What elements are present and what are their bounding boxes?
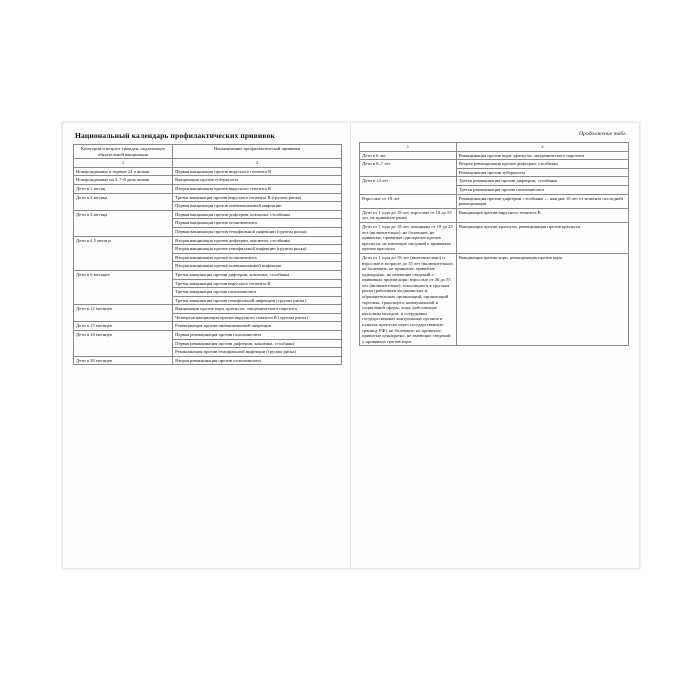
cell-vaccine: Третья вакцинация против дифтерии, коклюша, столбняка: [173, 270, 342, 279]
table-row: [74, 236, 342, 245]
cell-category: Дети в 6 лет: [360, 151, 457, 160]
cell-vaccine: Вторая ревакцинация против дифтерии, столбняка: [456, 160, 628, 169]
cell-category: Дети от 1 года до 18 лет (включительно) и взрослые в возрасте до 35 лет (включительно); не болевшие, не привитые, привитые однократно, не имеющие сведений о прививках против кори; взрослые от 36 до 55 лет (включительно), относящиеся к группам риска (работники медицинских и образовательных организаций, организаций торговли, транспорта, коммунальной и социальной сферы; лица, работающие вахтовым методом, и сотрудники государственных контрольных органов в пунктах пропуска через государственную границу РФ), не болевшие, не привитые, привитые однократно, не имеющие сведений о прививках против кори: [360, 253, 457, 346]
vaccination-table-left: [73, 144, 342, 365]
cell-vaccine: Вторая вакцинация против гемофильной инфекции (группы риска): [173, 245, 342, 254]
table-row: [360, 160, 629, 169]
table-row: [74, 322, 342, 331]
cell-vaccine: Четвертая вакцинация против вирусного гепатита B (группы риска): [173, 313, 342, 322]
header-cell-category: Категории и возраст граждан, подлежащих обязательной вакцинации: [74, 145, 173, 159]
cell-vaccine: Вторая вакцинация против дифтерии, коклюша, столбняка: [173, 236, 342, 245]
table-row: [74, 331, 342, 340]
cell-vaccine: Первая вакцинация против вирусного гепатита B: [173, 167, 342, 176]
continuation-note: Продолжение табл.: [579, 131, 627, 137]
table-row: [360, 222, 629, 253]
page-title: Национальный календарь профилактических прививок: [75, 131, 275, 140]
table-row: [360, 194, 629, 208]
cell-category: Новорожденные в первые 24 ч жизни: [74, 167, 173, 176]
column-number-2: 2: [173, 159, 342, 168]
cell-vaccine: Вакцинация против туберкулеза: [173, 176, 342, 185]
cell-vaccine: Вакцинация против кори, краснухи, эпидемического паротита: [173, 305, 342, 314]
cell-vaccine: Вторая вакцинация против полиомиелита: [173, 253, 342, 262]
cell-vaccine: Ревакцинация против дифтерии, столбняка — каждые 10 лет от момента последней ревакцинации: [456, 194, 628, 208]
cell-category: Дети в 6 месяцев: [74, 270, 173, 304]
cell-category: Дети в 14 лет: [360, 177, 457, 194]
table-row: [74, 356, 342, 365]
cell-vaccine: Вторая вакцинация против вирусного гепатита B: [173, 184, 342, 193]
cell-category: Дети в 20 месяцев: [74, 356, 173, 365]
table-row: [74, 305, 342, 314]
cell-vaccine: Вторая вакцинация против пневмококковой инфекции: [173, 262, 342, 271]
table-row: [74, 210, 342, 219]
cell-category: Новорожденные на 3–7-й день жизни: [74, 176, 173, 185]
cell-vaccine: Ревакцинация против гемофильной инфекции (группы риска): [173, 348, 342, 357]
table-row: [360, 253, 629, 346]
cell-vaccine: Вакцинация против вирусного гепатита B: [456, 208, 628, 222]
cell-vaccine: Вакцинация против краснухи, ревакцинация против краснухи: [456, 222, 628, 253]
cell-vaccine: Ревакцинация против кори, краснухи, эпидемического паротита: [456, 151, 628, 160]
table-row: [360, 177, 629, 186]
cell-category: Дети от 1 года до 18 лет, женщины от 18 до 25 лет (включительно), не болевшие, не привитые, привитые однократно против краснухи, не имеющие сведений о прививках против краснухи: [360, 222, 457, 253]
table-number-row: [360, 143, 629, 152]
cell-vaccine: Первая вакцинация против полиомиелита: [173, 219, 342, 228]
book-spread: [62, 122, 640, 569]
header-cell-vaccine: Наименование профилактической прививки: [173, 145, 342, 159]
cell-vaccine: Ревакцинация против пневмококковой инфекции: [173, 322, 342, 331]
cell-category: Дети в 12 месяцев: [74, 305, 173, 322]
cell-category: Дети в 3 месяца: [74, 210, 173, 236]
cell-category: Дети в 2 месяца: [74, 193, 173, 210]
table-row: [360, 151, 629, 160]
cell-category: Дети в 6–7 лет: [360, 160, 457, 177]
column-number-1: 1: [360, 143, 457, 152]
cell-vaccine: Вакцинация против кори, ревакцинация против кори: [456, 253, 628, 346]
cell-category: Дети в 15 месяцев: [74, 322, 173, 331]
cell-vaccine: Первая ревакцинация против дифтерии, коклюша, столбняка: [173, 339, 342, 348]
cell-category: Дети в 4,5 месяца: [74, 236, 173, 270]
table-header-row: [74, 145, 342, 159]
cell-vaccine: Третья вакцинация против полиомиелита: [173, 288, 342, 297]
table-row: [360, 208, 629, 222]
table-row: [74, 193, 342, 202]
cell-vaccine: Первая вакцинация против пневмококковой инфекции: [173, 202, 342, 211]
cell-category: Дети в 1 месяц: [74, 184, 173, 193]
right-page: [351, 123, 639, 568]
table-row: [74, 270, 342, 279]
cell-vaccine: Третья вакцинация против вирусного гепатита B (группы риска): [173, 193, 342, 202]
cell-vaccine: Третья ревакцинация против полиомиелита: [456, 185, 628, 194]
column-number-1: 1: [74, 159, 173, 168]
cell-vaccine: Вторая ревакцинация против полиомиелита: [173, 356, 342, 365]
left-page: [63, 123, 351, 568]
cell-vaccine: Третья вакцинация против гемофильной инфекции (группы риска): [173, 296, 342, 305]
cell-vaccine: Первая вакцинация против гемофильной инфекции (группы риска): [173, 227, 342, 236]
table-row: [74, 184, 342, 193]
cell-vaccine: Первая ревакцинация против полиомиелита: [173, 331, 342, 340]
table-row: [74, 176, 342, 185]
cell-vaccine: Третья ревакцинация против дифтерии, столбняка: [456, 177, 628, 186]
table-number-row: [74, 159, 342, 168]
vaccination-table-right: [359, 142, 629, 346]
cell-category: Взрослые от 18 лет: [360, 194, 457, 208]
cell-vaccine: Третья вакцинация против вирусного гепатита B: [173, 279, 342, 288]
column-number-2: 2: [456, 143, 628, 152]
cell-category: Дети от 1 года до 18 лет, взрослые от 18 до 55 лет, не привитые ранее: [360, 208, 457, 222]
cell-vaccine: Ревакцинация против туберкулеза: [456, 168, 628, 177]
cell-category: Дети в 18 месяцев: [74, 331, 173, 357]
table-row: [74, 167, 342, 176]
cell-vaccine: Первая вакцинация против дифтерии, коклюша, столбняка: [173, 210, 342, 219]
